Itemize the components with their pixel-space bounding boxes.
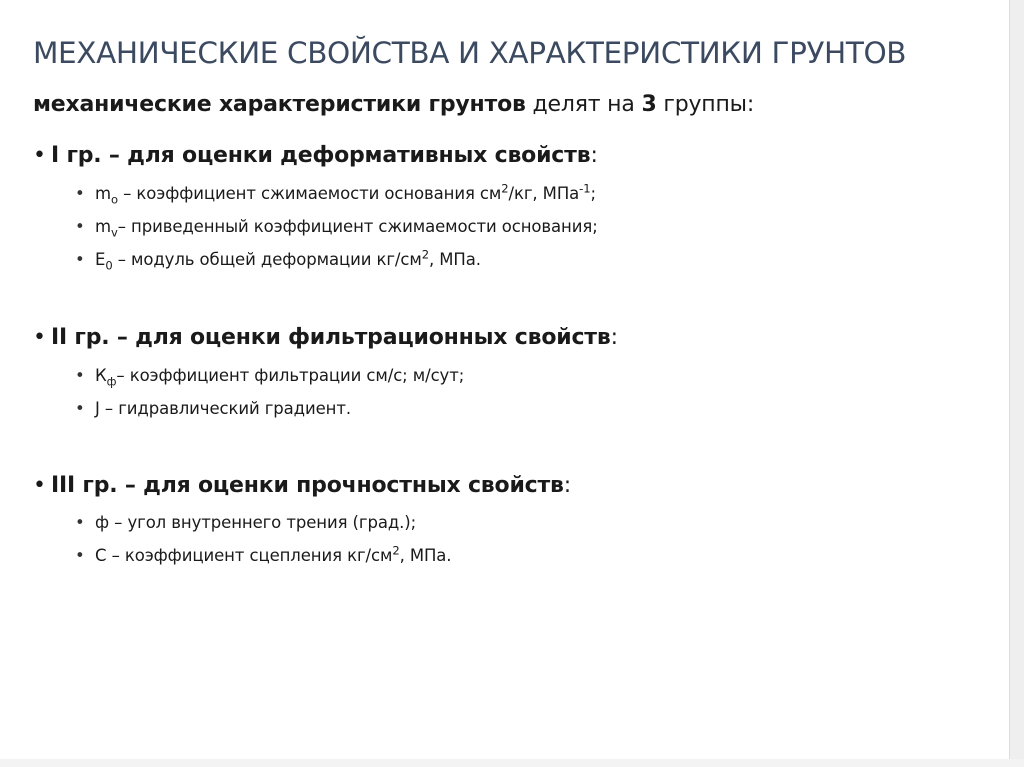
group-1-item-2: [75, 217, 598, 240]
group-3-item-1: [75, 513, 416, 532]
item-symbol: J: [95, 399, 100, 418]
intro-text-1: делят на: [525, 92, 642, 117]
group-1-heading: [33, 143, 598, 168]
group-1-item-3: [75, 247, 481, 273]
bullet-icon: •: [75, 399, 85, 418]
intro-text-2: группы:: [656, 92, 755, 117]
group-2-colon: :: [610, 325, 618, 350]
bullet-icon: •: [75, 184, 85, 203]
bullet-icon: •: [33, 325, 46, 350]
intro-line: [33, 92, 754, 117]
item-superscript-2: -1: [579, 181, 591, 196]
group-1-colon: :: [590, 143, 598, 168]
item-text: – коэффициент сцепления кг/см: [106, 546, 393, 565]
item-text: – приведенный коэффициент сжимаемости основания;: [117, 217, 598, 236]
group-1-title: I гр. – для оценки деформативных свойств: [51, 143, 591, 168]
group-1-item-1: [75, 181, 596, 207]
item-text-2: /кг, МПа: [508, 184, 580, 203]
item-symbol: E: [95, 250, 106, 269]
group-3-colon: :: [563, 473, 571, 498]
item-text-2: , МПа.: [399, 546, 452, 565]
group-2-heading: [33, 325, 618, 350]
bullet-icon: •: [33, 143, 46, 168]
item-text-3: ;: [590, 184, 596, 203]
item-superscript: 2: [421, 247, 429, 262]
item-subscript: 0: [105, 258, 113, 273]
item-text: – угол внутреннего трения (град.);: [109, 513, 417, 532]
item-symbol: ф: [95, 513, 110, 532]
item-text: – гидравлический градиент.: [99, 399, 352, 418]
bullet-icon: •: [75, 513, 85, 532]
group-2-item-2: [75, 399, 351, 418]
group-3-title: III гр. – для оценки прочностных свойств: [51, 473, 564, 498]
slide-title: МЕХАНИЧЕСКИЕ СВОЙСТВА И ХАРАКТЕРИСТИКИ ГРУНТОВ: [33, 36, 907, 70]
bullet-icon: •: [75, 250, 85, 269]
group-3-item-2: [75, 543, 452, 565]
item-symbol: m: [95, 217, 111, 236]
group-3-heading: [33, 473, 571, 498]
group-2-item-1: [75, 366, 465, 389]
item-text: – модуль общей деформации кг/см: [112, 250, 422, 269]
group-2-title: II гр. – для оценки фильтрационных свойств: [51, 325, 611, 350]
bullet-icon: •: [33, 473, 46, 498]
intro-bold: механические характеристики грунтов: [33, 92, 526, 117]
bullet-icon: •: [75, 217, 85, 236]
item-text: – коэффициент фильтрации см/с; м/сут;: [116, 366, 465, 385]
slide-edge-bottom: [0, 759, 1024, 767]
slide-edge-right: [1009, 0, 1024, 767]
item-text: – коэффициент сжимаемости основания см: [117, 184, 502, 203]
item-subscript: v: [110, 225, 118, 240]
bullet-icon: •: [75, 366, 85, 385]
item-superscript: 2: [501, 181, 509, 196]
item-subscript: ф: [106, 374, 117, 389]
intro-number: 3: [641, 92, 657, 117]
item-symbol: С: [95, 546, 107, 565]
item-symbol: К: [95, 366, 107, 385]
item-subscript: o: [110, 192, 118, 207]
bullet-icon: •: [75, 546, 85, 565]
item-symbol: m: [95, 184, 111, 203]
item-superscript: 2: [392, 543, 400, 558]
item-text-2: , МПа.: [428, 250, 481, 269]
